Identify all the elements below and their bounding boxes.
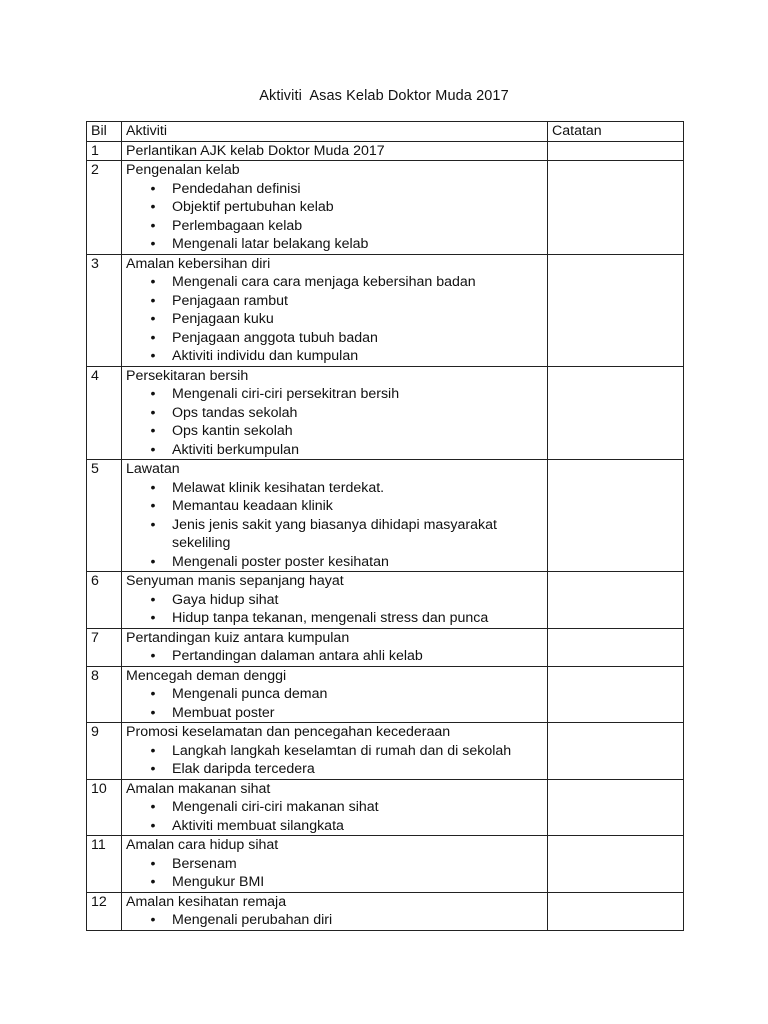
list-item-text: Membuat poster: [172, 704, 275, 721]
row-number: 1: [87, 141, 122, 161]
table-row: [87, 254, 684, 366]
list-item: [126, 235, 543, 254]
list-item-text: Penjagaan rambut: [172, 292, 288, 309]
list-item-text: Ops kantin sekolah: [172, 423, 293, 439]
table-row: [87, 628, 684, 666]
activity-sub-list: [126, 385, 543, 459]
activity-sub-list: [126, 479, 543, 572]
activity-sub-list: [126, 911, 543, 930]
list-item: [126, 855, 543, 874]
activity-title: Amalan makanan sihat: [126, 780, 271, 797]
activity-cell: [122, 779, 548, 836]
list-item-text: Mengenali perubahan diri: [172, 912, 333, 928]
activity-title: Promosi keselamatan dan pencegahan kecederaan: [126, 724, 451, 740]
list-item: [126, 609, 543, 628]
list-item-text: Mengenali latar belakang kelab: [172, 236, 369, 252]
list-item: [126, 180, 543, 199]
row-number: 8: [87, 666, 122, 723]
table-row: [87, 723, 684, 780]
table-row: [87, 161, 684, 255]
list-item: [126, 292, 543, 311]
notes-cell: [548, 366, 684, 460]
bullet-icon: •: [150, 386, 156, 402]
activity-table: [86, 121, 684, 931]
table-row: [87, 572, 684, 629]
bullet-icon: •: [150, 686, 156, 702]
list-item-text: Pendedahan definisi: [172, 180, 301, 197]
list-item-text: Melawat klinik kesihatan terdekat.: [172, 479, 385, 496]
list-item: [126, 310, 543, 329]
list-item-text: Aktiviti individu dan kumpulan: [172, 348, 359, 364]
activity-title: Senyuman manis sepanjang hayat: [126, 573, 344, 589]
bullet-icon: •: [150, 855, 156, 872]
row-number: 5: [87, 460, 122, 572]
notes-cell: [548, 836, 684, 893]
bullet-icon: •: [150, 912, 156, 928]
activity-title: Persekitaran bersih: [126, 367, 249, 384]
activity-cell: [122, 628, 548, 666]
list-item: [126, 798, 543, 817]
bullet-icon: •: [150, 404, 156, 421]
notes-cell: [548, 892, 684, 930]
bullet-icon: •: [150, 423, 156, 439]
list-item-text: Mengenali ciri-ciri makanan sihat: [172, 799, 379, 815]
list-item-text: Mengenali ciri-ciri persekitran bersih: [172, 386, 400, 402]
row-number: 9: [87, 723, 122, 780]
list-item: [126, 422, 543, 441]
list-item: [126, 479, 543, 498]
list-item-text: Aktiviti berkumpulan: [172, 441, 299, 458]
activity-cell: [122, 161, 548, 255]
row-number: 2: [87, 161, 122, 255]
activity-title: Perlantikan AJK kelab Doktor Muda 2017: [126, 142, 385, 159]
bullet-icon: •: [150, 180, 156, 197]
list-item-text: Elak daripda tercedera: [172, 761, 315, 777]
list-item-text: Penjagaan kuku: [172, 311, 274, 327]
bullet-icon: •: [150, 441, 156, 458]
list-item-text: Mengenali punca deman: [172, 686, 328, 702]
row-number: 4: [87, 366, 122, 460]
notes-cell: [548, 460, 684, 572]
bullet-icon: •: [150, 553, 156, 570]
list-item-text: Jenis jenis sakit yang biasanya dihidapi masyarakat sekeliling: [172, 516, 497, 551]
activity-title: Lawatan: [126, 461, 180, 477]
list-item: [126, 704, 543, 723]
activity-cell: [122, 141, 548, 161]
bullet-icon: •: [150, 236, 156, 252]
list-item: [126, 817, 543, 836]
list-item-text: Bersenam: [172, 855, 237, 872]
notes-cell: [548, 161, 684, 255]
row-number: 11: [87, 836, 122, 893]
list-item: [126, 647, 543, 666]
notes-cell: [548, 628, 684, 666]
table-row: [87, 141, 684, 161]
activity-sub-list: [126, 798, 543, 835]
activity-title: Amalan kebersihan diri: [126, 255, 271, 272]
bullet-icon: •: [150, 292, 156, 309]
bullet-icon: •: [150, 516, 156, 533]
bullet-icon: •: [150, 742, 156, 759]
list-item: [126, 404, 543, 423]
bullet-icon: •: [150, 311, 156, 327]
table-row: [87, 836, 684, 893]
document-title: Aktiviti Asas Kelab Doktor Muda 2017: [259, 88, 509, 104]
notes-cell: [548, 572, 684, 629]
list-item: [126, 385, 543, 404]
list-item-text: Aktiviti membuat silangkata: [172, 817, 344, 834]
list-item: [126, 329, 543, 348]
activity-sub-list: [126, 685, 543, 722]
row-number: 12: [87, 892, 122, 930]
table-row: [87, 892, 684, 930]
activity-title: Pengenalan kelab: [126, 162, 240, 178]
activity-sub-list: [126, 273, 543, 366]
list-item: [126, 516, 543, 553]
table-row: [87, 460, 684, 572]
row-number: 7: [87, 628, 122, 666]
table-row: [87, 366, 684, 460]
list-item: [126, 911, 543, 930]
list-item: [126, 873, 543, 892]
activity-sub-list: [126, 591, 543, 628]
bullet-icon: •: [150, 479, 156, 496]
bullet-icon: •: [150, 199, 156, 215]
activity-cell: [122, 254, 548, 366]
list-item: [126, 591, 543, 610]
row-number: 3: [87, 254, 122, 366]
list-item-text: Mengenali cara cara menjaga kebersihan badan: [172, 274, 476, 290]
header-aktiviti: Aktiviti: [122, 122, 548, 142]
bullet-icon: •: [150, 874, 156, 890]
notes-cell: [548, 779, 684, 836]
table-body: [87, 141, 684, 930]
bullet-icon: •: [150, 348, 156, 364]
activity-cell: [122, 572, 548, 629]
bullet-icon: •: [150, 704, 156, 721]
list-item-text: Pertandingan dalaman antara ahli kelab: [172, 648, 423, 664]
bullet-icon: •: [150, 610, 156, 626]
list-item: [126, 685, 543, 704]
list-item: [126, 742, 543, 761]
list-item: [126, 553, 543, 572]
activity-cell: [122, 892, 548, 930]
notes-cell: [548, 723, 684, 780]
row-number: 6: [87, 572, 122, 629]
activity-sub-list: [126, 855, 543, 892]
table-row: [87, 666, 684, 723]
activity-cell: [122, 460, 548, 572]
activity-title: Pertandingan kuiz antara kumpulan: [126, 629, 350, 646]
activity-cell: [122, 666, 548, 723]
row-number: 10: [87, 779, 122, 836]
activity-title: Mencegah deman denggi: [126, 667, 287, 684]
list-item-text: Hidup tanpa tekanan, mengenali stress dan punca: [172, 610, 489, 626]
list-item: [126, 347, 543, 366]
list-item: [126, 273, 543, 292]
list-item: [126, 198, 543, 217]
bullet-icon: •: [150, 761, 156, 777]
list-item-text: Gaya hidup sihat: [172, 591, 279, 608]
notes-cell: [548, 141, 684, 161]
list-item-text: Objektif pertubuhan kelab: [172, 199, 334, 215]
activity-title: Amalan cara hidup sihat: [126, 837, 279, 853]
list-item: [126, 217, 543, 236]
activity-cell: [122, 836, 548, 893]
list-item-text: Memantau keadaan klinik: [172, 498, 333, 514]
activity-sub-list: [126, 647, 543, 666]
activity-sub-list: [126, 742, 543, 779]
notes-cell: [548, 254, 684, 366]
bullet-icon: •: [150, 648, 156, 664]
table-row: [87, 779, 684, 836]
list-item: [126, 497, 543, 516]
activity-cell: [122, 723, 548, 780]
table-header-row: [87, 122, 684, 142]
bullet-icon: •: [150, 591, 156, 608]
notes-cell: [548, 666, 684, 723]
list-item-text: Penjagaan anggota tubuh badan: [172, 329, 378, 346]
bullet-icon: •: [150, 329, 156, 346]
list-item-text: Ops tandas sekolah: [172, 404, 298, 421]
activity-sub-list: [126, 180, 543, 254]
list-item-text: Mengenali poster poster kesihatan: [172, 553, 389, 570]
list-item: [126, 760, 543, 779]
bullet-icon: •: [150, 217, 156, 234]
bullet-icon: •: [150, 498, 156, 514]
activity-title: Amalan kesihatan remaja: [126, 893, 287, 910]
list-item: [126, 441, 543, 460]
bullet-icon: •: [150, 799, 156, 815]
list-item-text: Perlembagaan kelab: [172, 217, 303, 234]
list-item-text: Langkah langkah keselamtan di rumah dan di sekolah: [172, 742, 512, 759]
list-item-text: Mengukur BMI: [172, 874, 265, 890]
bullet-icon: •: [150, 274, 156, 290]
bullet-icon: •: [150, 817, 156, 834]
header-catatan: Catatan: [548, 122, 684, 142]
activity-cell: [122, 366, 548, 460]
header-bil: Bil: [87, 122, 122, 142]
